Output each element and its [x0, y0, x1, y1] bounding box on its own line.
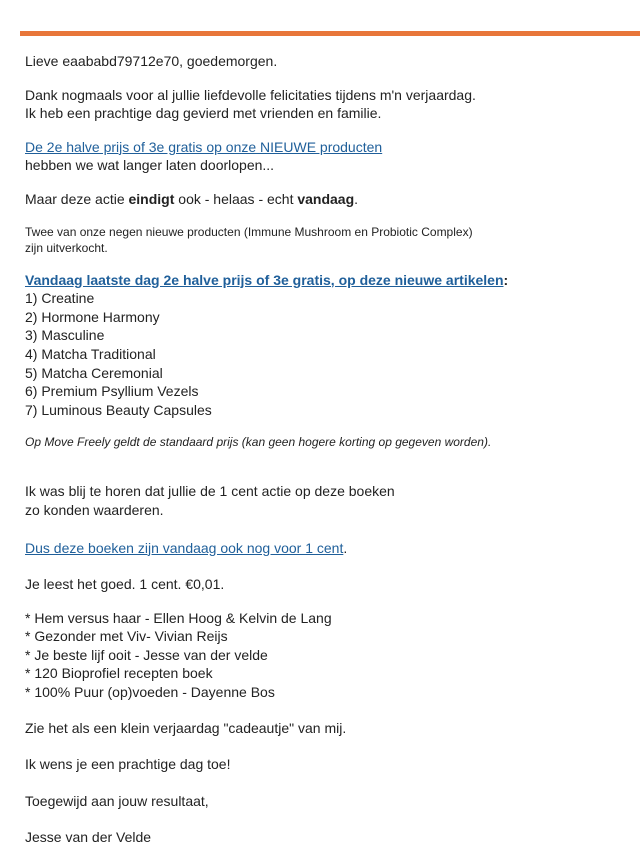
- product-list: [25, 289, 625, 419]
- list-item: 2) Hormone Harmony: [25, 308, 160, 325]
- offer-after-text: hebben we wat langer laten doorlopen...: [25, 157, 275, 174]
- book-list: [25, 609, 625, 702]
- ends-text-2: ook - helaas - echt: [174, 190, 298, 207]
- greeting: Lieve eaababd79712e70, goedemorgen.: [25, 53, 278, 69]
- header-accent-bar: [20, 31, 640, 36]
- soldout-line-2: zijn uitverkocht.: [25, 240, 108, 255]
- thanks-line-2: Ik heb een prachtige dag gevierd met vrienden en familie.: [25, 105, 382, 122]
- gift-line: Zie het als een klein verjaardag "cadeautje" van mij.: [25, 719, 347, 736]
- list-item: * Hem versus haar - Ellen Hoog & Kelvin de Lang: [25, 609, 332, 626]
- books-intro: [25, 482, 625, 519]
- ends-bold-vandaag: vandaag: [297, 190, 355, 207]
- list-item: 3) Masculine: [25, 327, 105, 344]
- lastday-colon: :: [503, 271, 509, 288]
- lastday-heading: [25, 271, 625, 290]
- offer-paragraph: [25, 138, 625, 175]
- lastday-section: [25, 271, 625, 420]
- wish-line: Ik wens je een prachtige dag toe!: [25, 756, 231, 773]
- list-item: 1) Creatine: [25, 290, 95, 307]
- books-link-line: [25, 539, 625, 558]
- thanks-line-1: Dank nogmaals voor al jullie liefdevolle felicitaties tijdens m'n verjaardag.: [25, 86, 476, 103]
- thanks-paragraph: [25, 86, 625, 123]
- books-link[interactable]: Dus deze boeken zijn vandaag ook nog voor 1 cent: [25, 539, 344, 556]
- signature: Jesse van der Velde: [25, 829, 152, 846]
- offer-link[interactable]: De 2e halve prijs of 3e gratis op onze NIEUWE producten: [25, 138, 383, 155]
- list-item: 6) Premium Psyllium Vezels: [25, 383, 199, 400]
- list-item: 4) Matcha Traditional: [25, 345, 156, 362]
- action-ends-line: [25, 190, 625, 209]
- price-line: Je leest het goed. 1 cent. €0,01.: [25, 576, 225, 593]
- ends-bold-eindigt: eindigt: [128, 190, 175, 207]
- ends-text-1: Maar deze actie: [25, 190, 129, 207]
- list-item: * 120 Bioprofiel recepten boek: [25, 665, 213, 682]
- move-freely-note: Op Move Freely geldt de standaard prijs (kan geen hogere korting op gegeven worden).: [25, 435, 492, 450]
- list-item: * 100% Puur (op)voeden - Dayenne Bos: [25, 684, 275, 701]
- list-item: * Je beste lijf ooit - Jesse van der velde: [25, 646, 268, 663]
- ends-text-3: .: [354, 190, 359, 207]
- list-item: 7) Luminous Beauty Capsules: [25, 401, 212, 418]
- lastday-link[interactable]: Vandaag laatste dag 2e halve prijs of 3e gratis, op deze nieuwe artikelen: [25, 271, 504, 288]
- closing-line: Toegewijd aan jouw resultaat,: [25, 792, 209, 809]
- list-item: 5) Matcha Ceremonial: [25, 364, 163, 381]
- soldout-line-1: Twee van onze negen nieuwe producten (Immune Mushroom en Probiotic Complex): [25, 224, 473, 239]
- books-intro-line-1: Ik was blij te horen dat jullie de 1 cent actie op deze boeken: [25, 483, 395, 500]
- books-link-period: .: [343, 539, 348, 556]
- list-item: * Gezonder met Viv- Vivian Reijs: [25, 628, 228, 645]
- email-body: [25, 52, 625, 847]
- books-intro-line-2: zo konden waarderen.: [25, 501, 164, 518]
- soldout-note: [25, 224, 625, 256]
